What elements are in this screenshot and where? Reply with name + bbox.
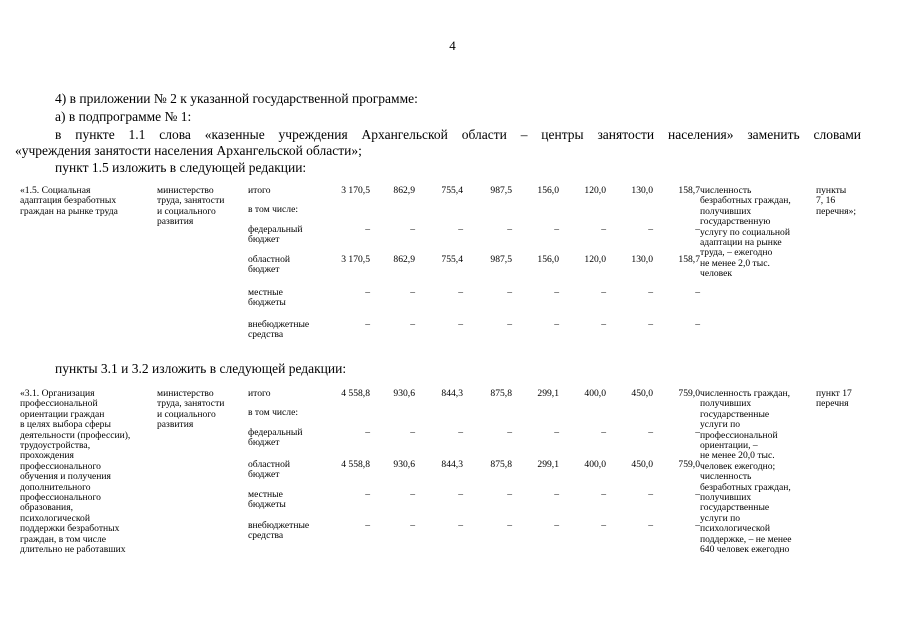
budget-value-cell: – bbox=[365, 427, 370, 438]
budget-value-cell: 875,8 bbox=[490, 388, 512, 399]
paragraph-points-3-1-3-2: пункты 3.1 и 3.2 изложить в следующей редакции: bbox=[55, 361, 347, 376]
budget-source-label: местные бюджеты bbox=[248, 489, 286, 511]
table-executor-cell: министерство труда, занятости и социального развития bbox=[157, 185, 225, 228]
table-result-cell: численность граждан, получивших государственные услуги по профессиональной ориентации, – не менее 20,0 тыс. человек ежегодно; численность безработных граждан, получивших государственные услуги по психологической поддержке, – не менее 640 человек ежегодно bbox=[700, 388, 792, 556]
budget-value-cell: – bbox=[410, 287, 415, 298]
budget-value-cell: 759,0 bbox=[678, 388, 700, 399]
budget-source-label: внебюджетные средства bbox=[248, 520, 310, 542]
budget-value-cell: 299,1 bbox=[537, 459, 559, 470]
budget-value-cell: – bbox=[695, 224, 700, 235]
budget-source-label: областной бюджет bbox=[248, 459, 291, 481]
budget-value-cell: – bbox=[695, 319, 700, 330]
budget-value-cell: 862,9 bbox=[393, 254, 415, 265]
budget-value-cell: – bbox=[507, 287, 512, 298]
budget-value-cell: 130,0 bbox=[631, 254, 653, 265]
budget-value-cell: 930,6 bbox=[393, 459, 415, 470]
budget-value-cell: 130,0 bbox=[631, 185, 653, 196]
budget-value-cell: – bbox=[695, 427, 700, 438]
budget-value-cell: – bbox=[365, 520, 370, 531]
budget-value-cell: – bbox=[410, 489, 415, 500]
table-executor-cell: министерство труда, занятости и социального развития bbox=[157, 388, 225, 431]
budget-value-cell: – bbox=[554, 224, 559, 235]
budget-value-cell: 755,4 bbox=[441, 254, 463, 265]
budget-value-cell: 862,9 bbox=[393, 185, 415, 196]
budget-value-cell: – bbox=[507, 224, 512, 235]
budget-value-cell: – bbox=[365, 287, 370, 298]
budget-value-cell: – bbox=[458, 224, 463, 235]
budget-value-cell: – bbox=[410, 224, 415, 235]
budget-value-cell: – bbox=[695, 287, 700, 298]
budget-value-cell: – bbox=[554, 520, 559, 531]
budget-value-cell: – bbox=[507, 520, 512, 531]
budget-value-cell: – bbox=[410, 427, 415, 438]
table-name-cell: «1.5. Социальная адаптация безработных граждан на рынке труда bbox=[20, 185, 118, 217]
budget-value-cell: 158,7 bbox=[678, 185, 700, 196]
budget-value-cell: 299,1 bbox=[537, 388, 559, 399]
budget-value-cell: – bbox=[648, 224, 653, 235]
budget-value-cell: 759,0 bbox=[678, 459, 700, 470]
budget-value-cell: – bbox=[554, 427, 559, 438]
paragraph-point-1-1-line1: в пункте 1.1 слова «казенные учреждения Архангельской области – центры занятости населения» заменить словами bbox=[55, 127, 861, 142]
budget-source-label: итого bbox=[248, 185, 271, 196]
budget-value-cell: – bbox=[695, 489, 700, 500]
budget-value-cell: – bbox=[365, 319, 370, 330]
budget-value-cell: – bbox=[458, 520, 463, 531]
budget-value-cell: – bbox=[410, 520, 415, 531]
budget-value-cell: – bbox=[458, 319, 463, 330]
budget-value-cell: – bbox=[601, 287, 606, 298]
budget-value-cell: – bbox=[365, 489, 370, 500]
budget-value-cell: 3 170,5 bbox=[341, 254, 370, 265]
budget-value-cell: – bbox=[648, 319, 653, 330]
budget-value-cell: 930,6 bbox=[393, 388, 415, 399]
paragraph-item-4: 4) в приложении № 2 к указанной государственной программе: bbox=[55, 91, 418, 106]
budget-value-cell: 4 558,8 bbox=[341, 388, 370, 399]
budget-value-cell: – bbox=[648, 520, 653, 531]
budget-value-cell: – bbox=[507, 319, 512, 330]
table-reference-cell: пункт 17 перечня bbox=[816, 388, 852, 410]
budget-value-cell: – bbox=[554, 287, 559, 298]
paragraph-point-1-5: пункт 1.5 изложить в следующей редакции: bbox=[55, 160, 307, 175]
budget-value-cell: – bbox=[601, 427, 606, 438]
budget-value-cell: 4 558,8 bbox=[341, 459, 370, 470]
budget-value-cell: – bbox=[458, 427, 463, 438]
budget-value-cell: 156,0 bbox=[537, 185, 559, 196]
budget-value-cell: – bbox=[648, 489, 653, 500]
paragraph-subitem-a: а) в подпрограмме № 1: bbox=[55, 109, 192, 124]
table-name-cell: «3.1. Организация профессиональной ориентации граждан в целях выбора сферы деятельности (профессии), трудоустройства, прохождения профессионального обучения и получения дополнительного профессионального образования, психологической поддержки безработных граждан, в том числе длительно не работавших bbox=[20, 388, 131, 556]
budget-value-cell: – bbox=[554, 319, 559, 330]
table-reference-cell: пункты 7, 16 перечня»; bbox=[816, 185, 857, 217]
table-result-cell: численность безработных граждан, получивших государственную услугу по социальной адаптации на рынке труда, – ежегодно не менее 2,0 тыс. человек bbox=[700, 185, 791, 280]
budget-value-cell: 987,5 bbox=[490, 254, 512, 265]
budget-value-cell: 450,0 bbox=[631, 388, 653, 399]
budget-value-cell: – bbox=[648, 427, 653, 438]
budget-value-cell: 120,0 bbox=[584, 185, 606, 196]
budget-value-cell: – bbox=[601, 319, 606, 330]
budget-source-label: в том числе: bbox=[248, 407, 299, 418]
budget-value-cell: – bbox=[601, 520, 606, 531]
budget-value-cell: – bbox=[507, 489, 512, 500]
budget-value-cell: 755,4 bbox=[441, 185, 463, 196]
budget-value-cell: – bbox=[507, 427, 512, 438]
budget-value-cell: – bbox=[601, 489, 606, 500]
budget-value-cell: 400,0 bbox=[584, 459, 606, 470]
budget-value-cell: 158,7 bbox=[678, 254, 700, 265]
budget-source-label: федеральный бюджет bbox=[248, 224, 303, 246]
budget-value-cell: – bbox=[695, 520, 700, 531]
budget-value-cell: 875,8 bbox=[490, 459, 512, 470]
budget-source-label: итого bbox=[248, 388, 271, 399]
budget-value-cell: – bbox=[554, 489, 559, 500]
budget-source-label: в том числе: bbox=[248, 204, 299, 215]
page-number: 4 bbox=[449, 38, 456, 53]
budget-value-cell: 844,3 bbox=[441, 459, 463, 470]
paragraph-point-1-1-line2: «учреждения занятости населения Архангельской области»; bbox=[15, 143, 362, 158]
budget-value-cell: 156,0 bbox=[537, 254, 559, 265]
budget-source-label: местные бюджеты bbox=[248, 287, 286, 309]
budget-value-cell: – bbox=[458, 489, 463, 500]
budget-value-cell: 844,3 bbox=[441, 388, 463, 399]
budget-value-cell: 400,0 bbox=[584, 388, 606, 399]
budget-source-label: внебюджетные средства bbox=[248, 319, 310, 341]
budget-value-cell: 3 170,5 bbox=[341, 185, 370, 196]
budget-value-cell: – bbox=[648, 287, 653, 298]
budget-source-label: федеральный бюджет bbox=[248, 427, 303, 449]
budget-value-cell: 987,5 bbox=[490, 185, 512, 196]
budget-value-cell: – bbox=[601, 224, 606, 235]
budget-value-cell: – bbox=[410, 319, 415, 330]
budget-value-cell: – bbox=[365, 224, 370, 235]
budget-value-cell: – bbox=[458, 287, 463, 298]
budget-source-label: областной бюджет bbox=[248, 254, 291, 276]
budget-value-cell: 450,0 bbox=[631, 459, 653, 470]
budget-value-cell: 120,0 bbox=[584, 254, 606, 265]
